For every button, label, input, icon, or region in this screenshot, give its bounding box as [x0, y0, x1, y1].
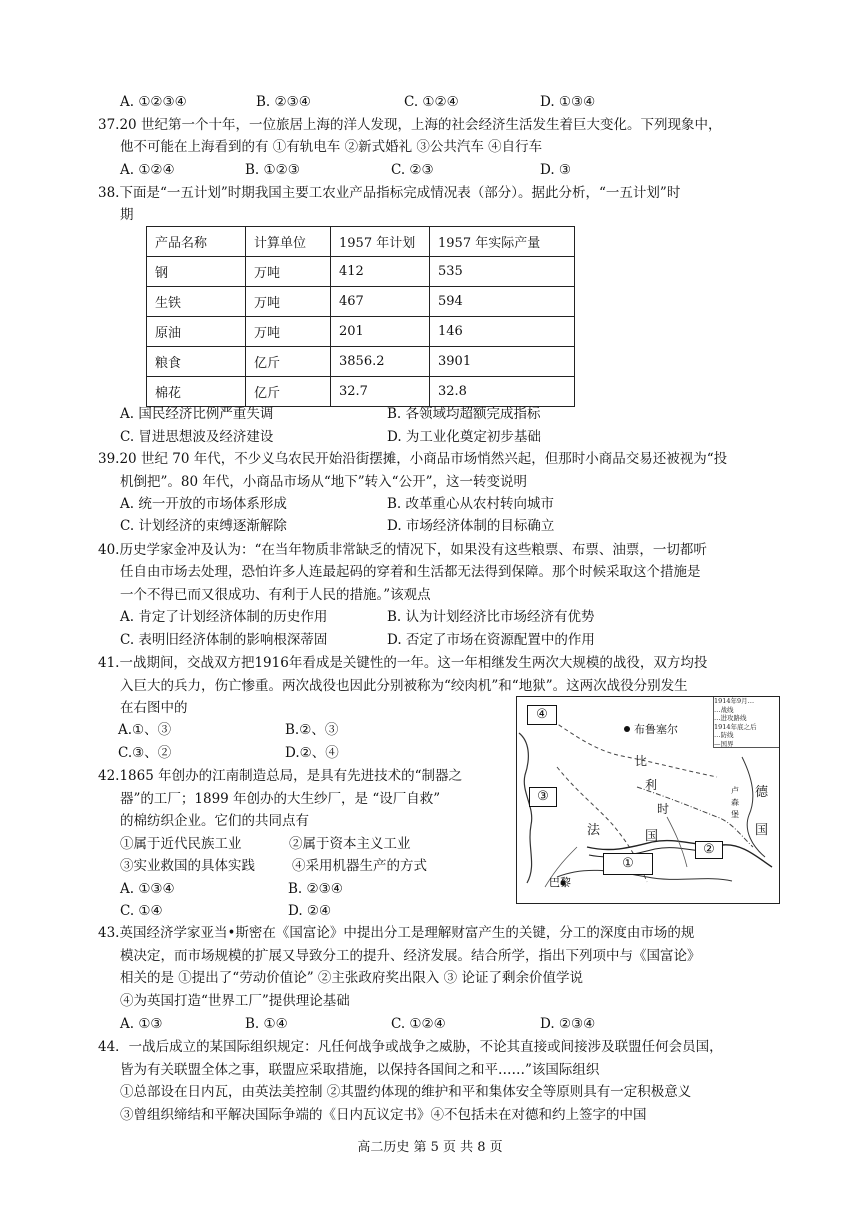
q42-option-a: A. ①③④	[120, 881, 175, 897]
q39-option-b: B. 改革重心从农村转向城市	[387, 496, 555, 512]
map-place-label: 利	[645, 778, 658, 792]
table-header-row	[147, 227, 575, 257]
table-header-cell: 产品名称	[147, 227, 246, 257]
q40-option-c: C. 表明旧经济体制的影响根深蒂固	[120, 632, 328, 648]
q43-stem-line2: 模决定，而市场规模的扩展又导致分工的提升、经济发展。结合所学，指出下列项中与《国富论》	[120, 948, 701, 964]
q40-option-a: A. 肯定了计划经济体制的历史作用	[120, 609, 328, 625]
map-place-label: 布鲁塞尔	[634, 723, 678, 736]
table-row	[147, 377, 575, 407]
legend-line: …进攻路线	[714, 714, 747, 722]
q44-stem-line1: 44．一战后成立的某国际组织规定：凡任何战争或战争之威胁，不论其直接或间接涉及联盟任何会员国，	[98, 1039, 723, 1055]
table-row	[147, 347, 575, 377]
q42-statement-4: ④采用机器生产的方式	[292, 858, 427, 874]
table-cell: 32.8	[430, 377, 575, 407]
table-row	[147, 287, 575, 317]
table-cell: 594	[430, 287, 575, 317]
q40-stem-line2: 任自由市场去处理，恐怕许多人连最起码的穿着和生活都无法得到保障。那个时候采取这个措施是	[120, 564, 701, 580]
q44-stem-line2: 皆为有关联盟全体之事，联盟应采取措施，以保持各国间之和平……”该国际组织	[120, 1062, 600, 1078]
table-cell: 32.7	[331, 377, 430, 407]
map-place-label: 国	[645, 829, 659, 844]
table-header-cell: 1957 年计划	[331, 227, 430, 257]
q42-stem-line2: 器”的工厂；1899 年创办的大生纱厂，是 “设厂自救”	[120, 791, 441, 807]
q38-option-d: D. 为工业化奠定初步基础	[387, 429, 541, 445]
table-row	[147, 257, 575, 287]
q38-option-c: C. 冒进思想波及经济建设	[120, 429, 274, 445]
table-header-cell: 1957 年实际产量	[430, 227, 575, 257]
map-label-box-1: ①	[603, 853, 653, 875]
q39-option-c: C. 计划经济的束缚逐渐解除	[120, 518, 287, 534]
q40-stem-line3: 一个不得已而又很成功、有利于人民的措施。”该观点	[120, 587, 431, 603]
q42-option-c: C. ①④	[120, 903, 163, 919]
page-footer: 高二历史 第 5 页 共 8 页	[357, 1140, 503, 1155]
legend-line: …防线	[714, 731, 734, 739]
q42-statement-2: ②属于资本主义工业	[289, 836, 411, 852]
q41-option-c: C.③、②	[118, 745, 172, 761]
table-cell: 粮食	[147, 347, 246, 377]
map-place-label: 卢	[731, 786, 739, 795]
table-cell: 原油	[147, 317, 246, 347]
q41-option-d: D.②、④	[285, 745, 339, 761]
q41-option-b: B.②、③	[285, 722, 339, 738]
legend-line: …战线	[714, 705, 734, 714]
q40-option-b: B. 认为计划经济比市场经济有优势	[387, 609, 595, 625]
q38-option-b: B. 各领域均超额完成指标	[387, 406, 541, 422]
table-cell: 生铁	[147, 287, 246, 317]
map-place-label: 比	[635, 754, 648, 768]
q42-stem-line3: 的棉纺织企业。它们的共同点有	[120, 813, 309, 829]
table-cell: 万吨	[246, 317, 331, 347]
legend-line: 1914年9月…	[714, 697, 755, 705]
q43-stem-line1: 43.英国经济学家亚当•斯密在《国富论》中提出分工是理解财富产生的关键，分工的深度由市场的规	[98, 925, 695, 941]
table-cell: 467	[331, 287, 430, 317]
table-cell: 棉花	[147, 377, 246, 407]
table-cell: 钢	[147, 257, 246, 287]
table-cell: 535	[430, 257, 575, 287]
q42-statement-3: ③实业救国的具体实践	[120, 858, 255, 874]
q36-option-d: D. ①③④	[540, 94, 596, 110]
q44-statements-line1: ①总部设在日内瓦，由英法美控制 ②其盟约体现的维护和平和集体安全等原则具有一定积极意义	[120, 1084, 692, 1100]
table-cell: 亿斤	[246, 377, 331, 407]
map-place-label: 国	[755, 823, 769, 838]
map-place-label: 德	[755, 785, 769, 800]
q37-stem-line2: 他不可能在上海看到的有 ①有轨电车 ②新式婚礼 ③公共汽车 ④自行车	[120, 139, 543, 155]
q42-statement-1: ①属于近代民族工业	[120, 836, 242, 852]
table-cell: 万吨	[246, 257, 331, 287]
map-place-label: 巴黎	[549, 876, 571, 889]
map-place-label: 法	[587, 823, 601, 838]
map-place-label: 堡	[731, 810, 739, 819]
map-place-label: 森	[731, 798, 739, 807]
map-label-box-4: ④	[527, 705, 557, 725]
table-cell: 201	[331, 317, 430, 347]
q37-option-c: C. ②③	[391, 162, 434, 178]
q44-statements-line2: ③曾组织缔结和平解决国际争端的《日内瓦议定书》④不包括未在对德和约上签字的中国	[120, 1107, 647, 1123]
q41-stem-line1: 41.一战期间，交战双方把1916年看成是关键性的一年。这一年相继发生两次大规模的战役，双方均投	[98, 655, 708, 671]
q39-stem-line2: 机倒把”。80 年代，小商品市场从“地下”转入“公开”，这一转变说明	[120, 474, 527, 490]
q41-option-a: A.①、③	[118, 722, 172, 738]
q37-option-b: B. ①②③	[245, 162, 300, 178]
table-row	[147, 317, 575, 347]
q37-option-a: A. ①②④	[120, 162, 175, 178]
q37-option-d: D. ③	[540, 162, 572, 178]
q43-option-d: D. ②③④	[540, 1016, 596, 1032]
q39-option-d: D. 市场经济体制的目标确立	[387, 518, 555, 534]
map-legend	[713, 697, 780, 748]
q42-option-d: D. ②④	[288, 903, 332, 919]
q43-option-a: A. ①③	[120, 1016, 163, 1032]
q43-option-c: C. ①②④	[391, 1016, 446, 1032]
table-cell: 万吨	[246, 287, 331, 317]
q42-stem-line1: 42.1865 年创办的江南制造总局，是具有先进技术的“制器之	[98, 768, 463, 784]
q36-option-b: B. ②③④	[256, 94, 311, 110]
q41-stem-line2: 入巨大的兵力，伤亡惨重。两次战役也因此分别被称为“绞肉机”和“地狱”。这两次战役分别发生	[120, 678, 688, 694]
q40-stem-line1: 40.历史学家金冲及认为：“在当年物质非常缺乏的情况下，如果没有这些粮票、布票、油票，一切都听	[98, 542, 707, 558]
q37-stem-line1: 37.20 世纪第一个十年，一位旅居上海的洋人发现，上海的社会经济生活发生着巨大变化。下列现象中，	[98, 117, 722, 133]
q43-stem-line4: ④为英国打造“世界工厂”提供理论基础	[120, 993, 350, 1009]
q43-stem-line3: 相关的是 ①提出了“劳动价值论” ②主张政府奖出限入 ③ 论证了剩余价值学说	[120, 970, 583, 986]
q38-option-a: A. 国民经济比例严重失调	[120, 406, 274, 422]
table-cell: 146	[430, 317, 575, 347]
q39-option-a: A. 统一开放的市场体系形成	[120, 496, 287, 512]
table-cell: 412	[331, 257, 430, 287]
q42-option-b: B. ②③④	[288, 881, 343, 897]
table-header-cell: 计算单位	[246, 227, 331, 257]
q40-option-d: D. 否定了市场在资源配置中的作用	[387, 632, 595, 648]
q38-table	[146, 226, 575, 407]
legend-line: —国界	[714, 739, 734, 748]
ww1-western-front-map	[516, 696, 780, 904]
q36-option-c: C. ①②④	[404, 94, 459, 110]
q43-option-b: B. ①④	[245, 1016, 288, 1032]
q39-stem-line1: 39.20 世纪 70 年代，不少义乌农民开始沿街摆摊，小商品市场悄然兴起，但那时小商品交易还被视为“投	[98, 451, 728, 467]
q36-option-a: A. ①②③④	[120, 94, 187, 110]
map-label-box-2: ②	[695, 841, 723, 859]
table-cell: 3856.2	[331, 347, 430, 377]
q41-stem-line3: 在右图中的	[120, 700, 188, 716]
map-place-label: 时	[657, 802, 670, 816]
legend-line: 1914年底之后	[714, 722, 757, 731]
table-cell: 亿斤	[246, 347, 331, 377]
q38-stem-line2: 期	[120, 207, 134, 223]
map-label-box-3: ③	[529, 787, 557, 807]
q38-stem-line1: 38.下面是“一五计划”时期我国主要工农业产品指标完成情况表（部分）。据此分析，“一五计划”时	[98, 185, 681, 201]
table-cell: 3901	[430, 347, 575, 377]
